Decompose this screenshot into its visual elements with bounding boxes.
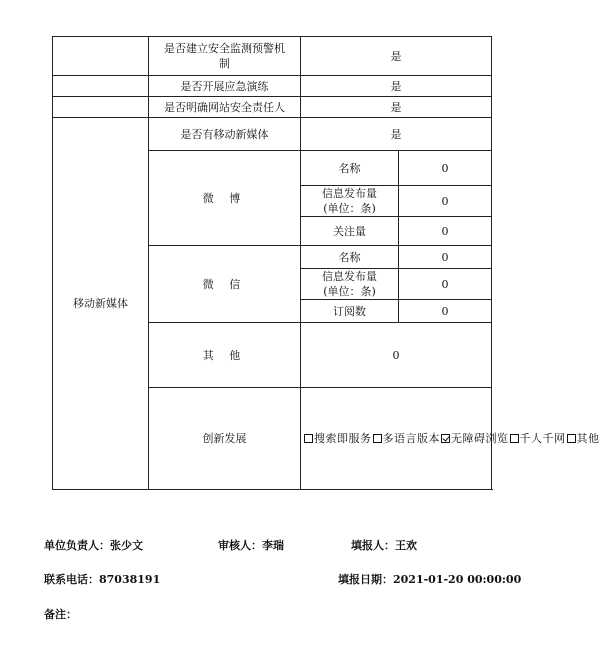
innovation-label: 创新发展: [149, 388, 301, 490]
weibo-follow-label: 关注量: [301, 217, 399, 246]
contact-phone: [44, 571, 160, 587]
blank-cell: [53, 97, 149, 118]
option-other[interactable]: [566, 432, 600, 445]
option-search-service[interactable]: [303, 432, 372, 445]
checkbox-icon[interactable]: [373, 434, 382, 443]
weibo-name-label: 名称: [301, 151, 399, 186]
wechat-subscribers-value: 0: [399, 300, 492, 323]
weibo-follow-value: 0: [399, 217, 492, 246]
option-label: 其他: [576, 432, 600, 445]
option-accessibility[interactable]: [440, 432, 509, 445]
wechat-subscribers-label: 订阅数: [301, 300, 399, 323]
fill-date: [338, 571, 521, 587]
filler: [351, 537, 417, 553]
reviewer: [218, 537, 284, 553]
has-new-media-label: 是否有移动新媒体: [149, 118, 301, 151]
blank-cell: [53, 37, 149, 76]
report-table: [52, 36, 600, 490]
fill-date-label: 填报日期：: [338, 573, 393, 586]
unit-leader-value: 张少文: [110, 539, 143, 552]
weibo-posts-value: 0: [399, 186, 492, 217]
innovation-options: [301, 388, 600, 490]
option-label: 搜索即服务: [314, 432, 372, 445]
other-value: 0: [301, 323, 492, 388]
weibo-title: 微 博: [149, 151, 301, 246]
option-personalized[interactable]: [509, 432, 566, 445]
checkbox-icon[interactable]: [304, 434, 313, 443]
table-row: [53, 118, 492, 151]
weibo-posts-label: 信息发布量 (单位：条): [301, 186, 399, 217]
security-officer-value: 是: [301, 97, 492, 118]
weibo-name-value: 0: [399, 151, 492, 186]
fill-date-value: 2021-01-20 00:00:00: [393, 573, 522, 586]
table-row: [53, 76, 492, 97]
monitoring-value: 是: [301, 37, 492, 76]
checked-checkbox-icon[interactable]: [441, 434, 450, 443]
unit-leader-label: 单位负责人：: [44, 539, 110, 552]
filler-label: 填报人：: [351, 539, 395, 552]
other-title: 其 他: [149, 323, 301, 388]
wechat-posts-label: 信息发布量 (单位：条): [301, 269, 399, 300]
wechat-title: 微 信: [149, 246, 301, 323]
table-row: [53, 37, 492, 76]
security-officer-label: 是否明确网站安全责任人: [149, 97, 301, 118]
monitoring-label: 是否建立安全监测预警机制: [149, 37, 301, 76]
reviewer-value: 李瑞: [262, 539, 284, 552]
checkbox-icon[interactable]: [567, 434, 576, 443]
option-label: 无障碍浏览: [451, 432, 509, 445]
filler-value: 王欢: [395, 539, 417, 552]
wechat-name-value: 0: [399, 246, 492, 269]
has-new-media-value: 是: [301, 118, 492, 151]
checkbox-icon[interactable]: [510, 434, 519, 443]
blank-cell: [53, 76, 149, 97]
drill-value: 是: [301, 76, 492, 97]
notes: [44, 606, 77, 622]
wechat-name-label: 名称: [301, 246, 399, 269]
option-multilingual[interactable]: [372, 432, 441, 445]
unit-leader: [44, 537, 143, 553]
reviewer-label: 审核人：: [218, 539, 262, 552]
option-label: 多语言版本: [382, 432, 440, 445]
mobile-media-section-label: 移动新媒体: [53, 118, 149, 490]
contact-phone-value: 87038191: [99, 573, 161, 586]
option-label: 千人千网: [519, 432, 566, 445]
drill-label: 是否开展应急演练: [149, 76, 301, 97]
notes-label: 备注：: [44, 608, 77, 621]
contact-phone-label: 联系电话：: [44, 573, 99, 586]
wechat-posts-value: 0: [399, 269, 492, 300]
table-row: [53, 97, 492, 118]
